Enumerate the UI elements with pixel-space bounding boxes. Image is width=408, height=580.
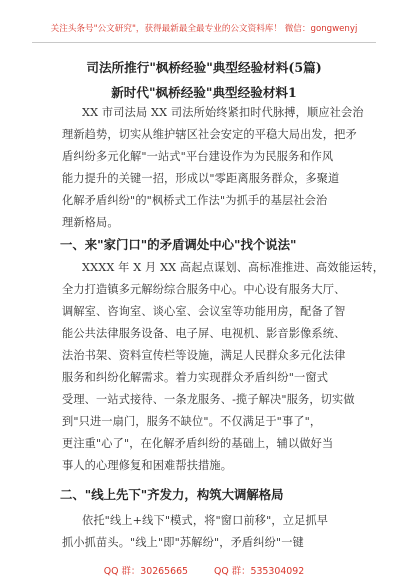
document-subtitle: 新时代"枫桥经验"典型经验材料1 [111,85,297,100]
paragraph-line: 全力打造镇多元解纷综合服务中心。中心设有服务大厅、 [62,283,346,296]
paragraph-line: 化解矛盾纠纷"的"枫桥式工作法"为抓手的基层社会治 [62,194,328,207]
paragraph-line: 理新格局。 [62,216,119,229]
paragraph-line: 服务和纠纷化解需求。着力实现群众矛盾纠纷"一窗式 [62,371,329,384]
paragraph-line: 理新趋势，切实从维护辖区社会安定的平稳大局出发，把矛 [62,128,357,141]
paragraph-line: 依托"线上+线下"模式，将"窗口前移"，立足抓早 [82,514,329,527]
paragraph-line: XX 市司法局 XX 司法所始终紧扣时代脉搏，顺应社会治 [82,106,364,119]
section-heading-2: 二、"线上先下"齐发力，构筑大调解格局 [60,487,284,502]
paragraph-line: XXXX 年 X 月 XX 高起点谋划、高标准推进、高效能运转， [82,261,385,274]
paragraph-line: 事人的心理修复和困难帮扶措施。 [62,459,233,472]
paragraph-line: 抓小抓苗头。"线上"即"苏解纷"，矛盾纠纷"一键 [62,536,304,549]
footer-qq-group-1: QQ 群：30265665 [103,566,189,577]
paragraph-line: 能力提升的关键一招，形成以"零距离服务群众，多聚道 [62,172,340,185]
section-heading-1: 一、来"家门口"的矛盾调处中心"找个说法" [60,237,297,252]
paragraph-line: 调解室、咨询室、谈心室、会议室等功能用房，配备了智 [62,305,346,318]
paragraph-line: 受理、一站式接待、一条龙服务、-揽子解决"服务，切实做 [62,393,355,406]
header-divider [32,42,376,43]
paragraph-line: 更注重"心了"，在化解矛盾纠纷的基础上，辅以做好当 [62,437,334,450]
paragraph-line: 法治书架、资料宣传栏等设施，满足人民群众多元化法律 [62,349,346,362]
paragraph-line: 盾纠纷多元化解"一站式"平台建设作为为民服务和作风 [62,150,334,163]
paragraph-line: 到"只进一扇门，服务不缺位"。不仅满足于"事了"， [62,415,322,428]
document-title: 司法所推行"枫桥经验"典型经验材料(5篇) [86,60,322,75]
footer-contact [0,563,408,577]
paragraph-line: 能公共法律服务设备、电子屏、电视机、影音影像系统、 [62,327,346,340]
header-notice: 关注头条号"公文研究"，获得最新最全最专业的公文资料库！ 微信：gongwenyj [50,24,358,34]
footer-qq-group-2: QQ 群：535304092 [214,566,305,577]
